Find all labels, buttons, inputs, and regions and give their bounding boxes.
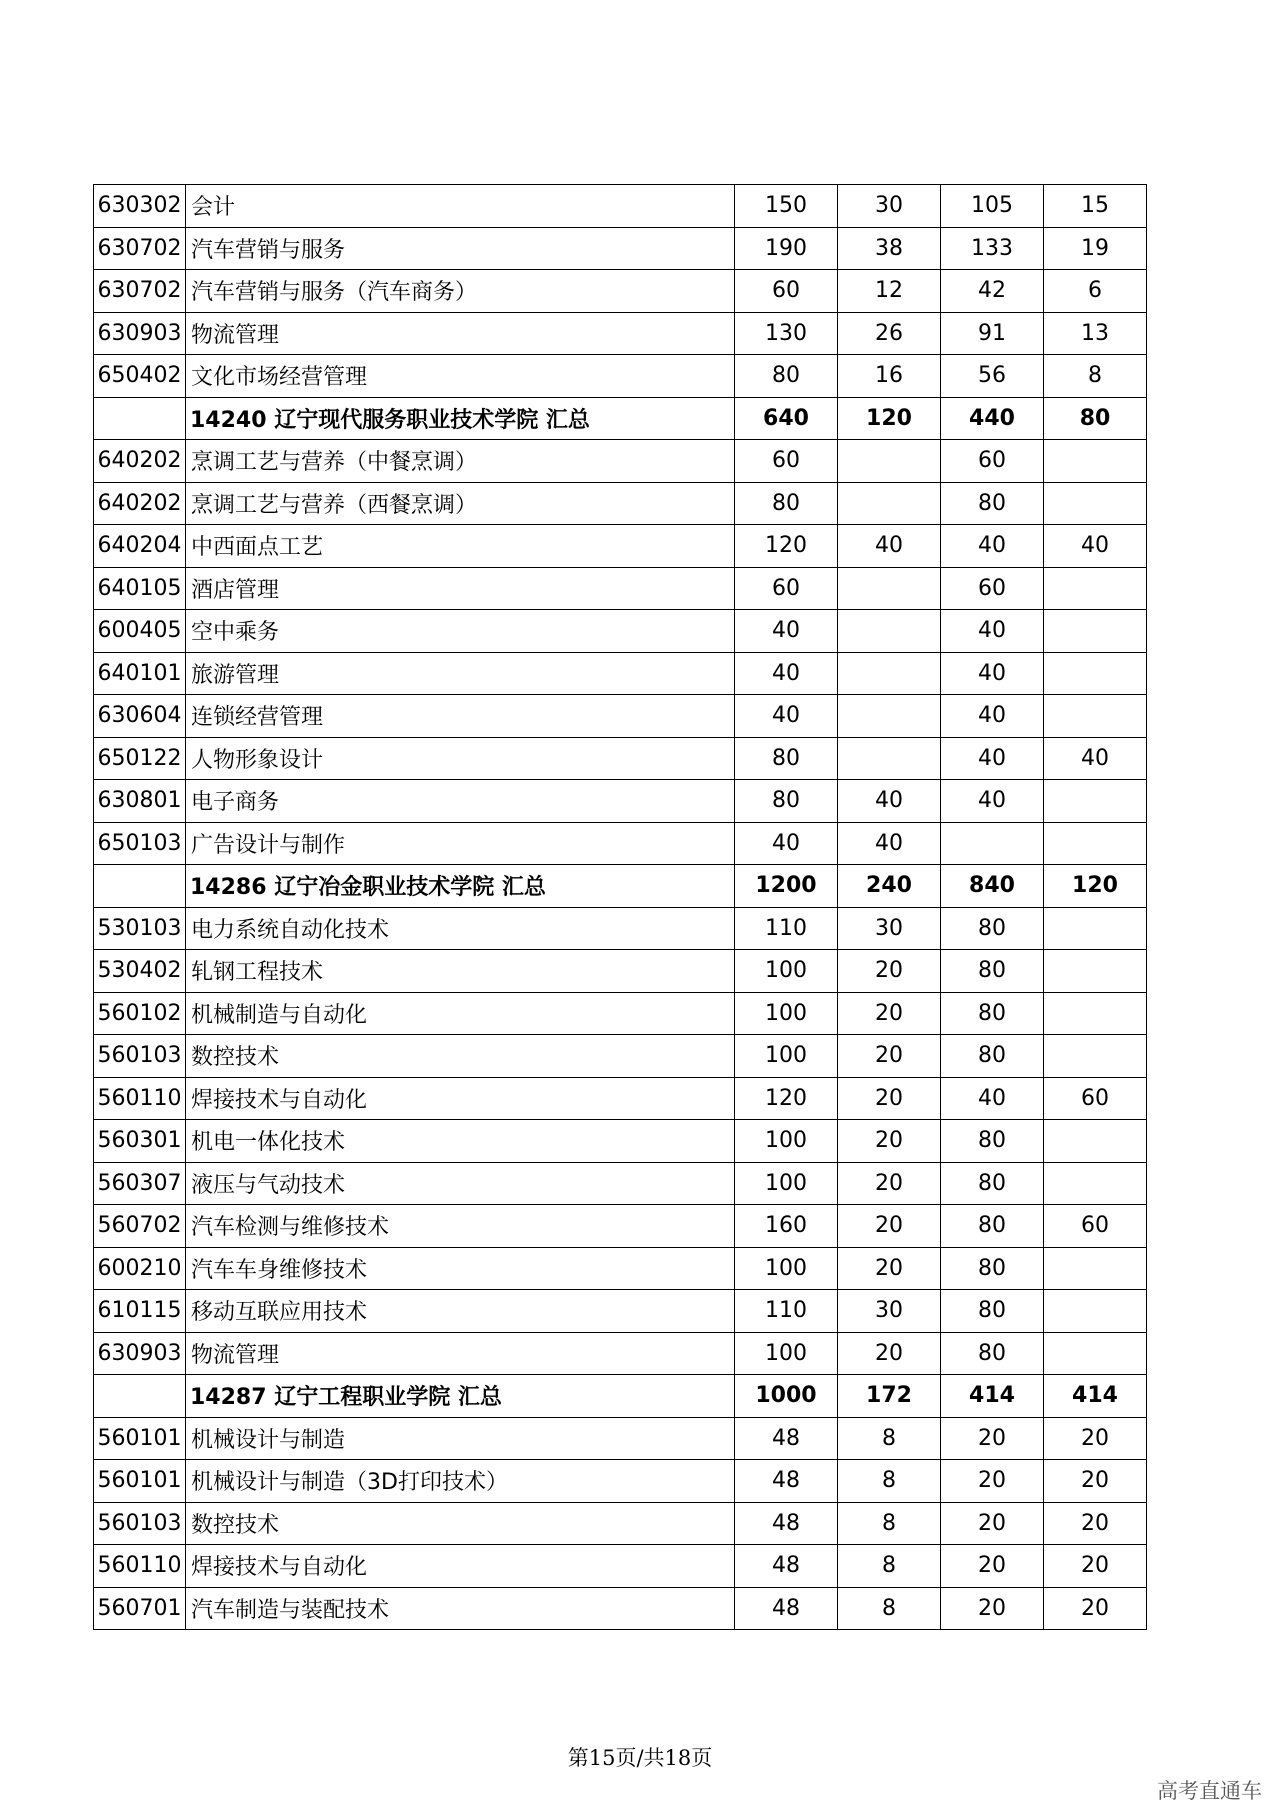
major-name-cell: 烹调工艺与营养（中餐烹调）	[186, 440, 735, 483]
major-name-cell: 机械设计与制造（3D打印技术）	[186, 1460, 735, 1503]
plan-col4-cell	[1044, 567, 1147, 610]
plan-col2-cell: 172	[838, 1375, 941, 1418]
plan-col4-cell	[1044, 610, 1147, 653]
plan-col3-cell: 42	[941, 270, 1044, 313]
plan-col4-cell: 20	[1044, 1460, 1147, 1503]
table-row	[94, 1502, 1147, 1545]
plan-col4-cell	[1044, 1247, 1147, 1290]
plan-col2-cell: 40	[838, 780, 941, 823]
plan-col2-cell: 20	[838, 1205, 941, 1248]
table-row	[94, 780, 1147, 823]
plan-total-cell: 48	[735, 1417, 838, 1460]
plan-total-cell: 40	[735, 822, 838, 865]
plan-col3-cell: 20	[941, 1502, 1044, 1545]
major-name-cell: 轧钢工程技术	[186, 950, 735, 993]
table-row	[94, 1332, 1147, 1375]
table-row	[94, 1077, 1147, 1120]
plan-col2-cell: 8	[838, 1502, 941, 1545]
table-row	[94, 312, 1147, 355]
major-name-cell: 电力系统自动化技术	[186, 907, 735, 950]
watermark: 高考直通车	[1157, 1779, 1262, 1803]
plan-col3-cell: 414	[941, 1375, 1044, 1418]
table-row	[94, 1587, 1147, 1630]
major-name-cell: 液压与气动技术	[186, 1162, 735, 1205]
major-code-cell	[94, 397, 186, 440]
table-row	[94, 1247, 1147, 1290]
plan-col2-cell: 30	[838, 907, 941, 950]
plan-col2-cell: 20	[838, 1247, 941, 1290]
table-row	[94, 270, 1147, 313]
table-row	[94, 1545, 1147, 1588]
plan-col4-cell	[1044, 482, 1147, 525]
plan-col3-cell: 80	[941, 1035, 1044, 1078]
major-code-cell: 560103	[94, 1035, 186, 1078]
plan-total-cell: 110	[735, 1290, 838, 1333]
plan-col3-cell: 80	[941, 1162, 1044, 1205]
plan-col3-cell: 40	[941, 695, 1044, 738]
plan-col3-cell: 60	[941, 567, 1044, 610]
plan-total-cell: 100	[735, 1247, 838, 1290]
table-row	[94, 1120, 1147, 1163]
major-name-cell: 14286 辽宁冶金职业技术学院 汇总	[186, 865, 735, 908]
plan-col4-cell	[1044, 950, 1147, 993]
major-code-cell: 560101	[94, 1417, 186, 1460]
major-name-cell: 汽车营销与服务	[186, 227, 735, 270]
plan-col4-cell: 80	[1044, 397, 1147, 440]
plan-total-cell: 48	[735, 1545, 838, 1588]
plan-col2-cell: 20	[838, 1162, 941, 1205]
major-code-cell: 640101	[94, 652, 186, 695]
plan-total-cell: 110	[735, 907, 838, 950]
plan-total-cell: 1000	[735, 1375, 838, 1418]
plan-col3-cell: 105	[941, 185, 1044, 228]
plan-total-cell: 120	[735, 1077, 838, 1120]
table-row	[94, 822, 1147, 865]
plan-col4-cell: 19	[1044, 227, 1147, 270]
plan-col4-cell	[1044, 822, 1147, 865]
plan-total-cell: 80	[735, 737, 838, 780]
major-name-cell: 广告设计与制作	[186, 822, 735, 865]
major-name-cell: 焊接技术与自动化	[186, 1545, 735, 1588]
major-name-cell: 连锁经营管理	[186, 695, 735, 738]
table-row	[94, 227, 1147, 270]
major-code-cell: 560301	[94, 1120, 186, 1163]
major-code-cell: 560101	[94, 1460, 186, 1503]
plan-col2-cell: 8	[838, 1417, 941, 1460]
plan-total-cell: 100	[735, 1035, 838, 1078]
plan-total-cell: 100	[735, 950, 838, 993]
major-code-cell: 560102	[94, 992, 186, 1035]
major-name-cell: 中西面点工艺	[186, 525, 735, 568]
plan-col3-cell	[941, 822, 1044, 865]
plan-col2-cell: 30	[838, 185, 941, 228]
major-code-cell: 630903	[94, 312, 186, 355]
major-name-cell: 机械制造与自动化	[186, 992, 735, 1035]
major-code-cell: 640105	[94, 567, 186, 610]
plan-col2-cell	[838, 440, 941, 483]
table-row	[94, 1205, 1147, 1248]
plan-col4-cell	[1044, 992, 1147, 1035]
major-name-cell: 焊接技术与自动化	[186, 1077, 735, 1120]
major-code-cell: 610115	[94, 1290, 186, 1333]
major-name-cell: 电子商务	[186, 780, 735, 823]
page-number: 第15页/共18页	[567, 1746, 713, 1770]
plan-col2-cell: 20	[838, 1077, 941, 1120]
major-code-cell: 650122	[94, 737, 186, 780]
major-code-cell: 640202	[94, 440, 186, 483]
plan-total-cell: 60	[735, 567, 838, 610]
major-code-cell: 630801	[94, 780, 186, 823]
plan-col3-cell: 40	[941, 652, 1044, 695]
plan-col2-cell: 8	[838, 1460, 941, 1503]
table-row	[94, 1417, 1147, 1460]
major-code-cell: 650103	[94, 822, 186, 865]
summary-row	[94, 397, 1147, 440]
major-code-cell: 560701	[94, 1587, 186, 1630]
major-name-cell: 14287 辽宁工程职业学院 汇总	[186, 1375, 735, 1418]
major-code-cell: 560110	[94, 1077, 186, 1120]
plan-col2-cell: 120	[838, 397, 941, 440]
plan-col2-cell: 20	[838, 1332, 941, 1375]
major-code-cell: 600405	[94, 610, 186, 653]
plan-total-cell: 640	[735, 397, 838, 440]
plan-col3-cell: 20	[941, 1460, 1044, 1503]
summary-row	[94, 1375, 1147, 1418]
major-code-cell: 560103	[94, 1502, 186, 1545]
major-code-cell: 530402	[94, 950, 186, 993]
plan-total-cell: 80	[735, 482, 838, 525]
major-code-cell: 560702	[94, 1205, 186, 1248]
plan-col3-cell: 20	[941, 1587, 1044, 1630]
major-name-cell: 14240 辽宁现代服务职业技术学院 汇总	[186, 397, 735, 440]
major-code-cell: 560110	[94, 1545, 186, 1588]
major-code-cell	[94, 865, 186, 908]
major-name-cell: 空中乘务	[186, 610, 735, 653]
plan-col4-cell: 20	[1044, 1417, 1147, 1460]
plan-total-cell: 190	[735, 227, 838, 270]
plan-col2-cell	[838, 567, 941, 610]
plan-col2-cell	[838, 482, 941, 525]
major-name-cell: 酒店管理	[186, 567, 735, 610]
major-code-cell: 650402	[94, 355, 186, 398]
major-name-cell: 物流管理	[186, 312, 735, 355]
plan-total-cell: 100	[735, 1332, 838, 1375]
plan-col4-cell	[1044, 1332, 1147, 1375]
plan-col4-cell: 40	[1044, 525, 1147, 568]
major-code-cell	[94, 1375, 186, 1418]
plan-col4-cell: 120	[1044, 865, 1147, 908]
plan-col3-cell: 40	[941, 1077, 1044, 1120]
plan-total-cell: 40	[735, 610, 838, 653]
major-name-cell: 烹调工艺与营养（西餐烹调）	[186, 482, 735, 525]
table-row	[94, 567, 1147, 610]
major-code-cell: 530103	[94, 907, 186, 950]
table-row	[94, 1035, 1147, 1078]
plan-total-cell: 1200	[735, 865, 838, 908]
major-name-cell: 人物形象设计	[186, 737, 735, 780]
plan-col4-cell	[1044, 1035, 1147, 1078]
plan-total-cell: 60	[735, 440, 838, 483]
plan-col3-cell: 91	[941, 312, 1044, 355]
plan-total-cell: 40	[735, 652, 838, 695]
plan-col2-cell: 8	[838, 1545, 941, 1588]
plan-col4-cell	[1044, 780, 1147, 823]
plan-col4-cell	[1044, 1120, 1147, 1163]
summary-row	[94, 865, 1147, 908]
plan-col3-cell: 40	[941, 737, 1044, 780]
plan-col3-cell: 133	[941, 227, 1044, 270]
plan-total-cell: 60	[735, 270, 838, 313]
plan-col3-cell: 40	[941, 610, 1044, 653]
major-name-cell: 汽车车身维修技术	[186, 1247, 735, 1290]
major-name-cell: 数控技术	[186, 1502, 735, 1545]
table-row	[94, 737, 1147, 780]
table-row	[94, 610, 1147, 653]
table-row	[94, 907, 1147, 950]
plan-col4-cell: 6	[1044, 270, 1147, 313]
plan-col4-cell: 40	[1044, 737, 1147, 780]
major-name-cell: 机械设计与制造	[186, 1417, 735, 1460]
major-name-cell: 移动互联应用技术	[186, 1290, 735, 1333]
plan-col3-cell: 40	[941, 780, 1044, 823]
plan-total-cell: 80	[735, 780, 838, 823]
plan-col2-cell: 20	[838, 950, 941, 993]
table-row	[94, 482, 1147, 525]
major-name-cell: 物流管理	[186, 1332, 735, 1375]
table-row	[94, 1290, 1147, 1333]
plan-col3-cell: 80	[941, 1205, 1044, 1248]
plan-total-cell: 48	[735, 1587, 838, 1630]
plan-col4-cell: 20	[1044, 1545, 1147, 1588]
major-code-cell: 630302	[94, 185, 186, 228]
table-row	[94, 440, 1147, 483]
table-row	[94, 355, 1147, 398]
major-code-cell: 640204	[94, 525, 186, 568]
plan-total-cell: 100	[735, 992, 838, 1035]
plan-col3-cell: 440	[941, 397, 1044, 440]
major-code-cell: 630702	[94, 270, 186, 313]
plan-col4-cell	[1044, 907, 1147, 950]
major-name-cell: 机电一体化技术	[186, 1120, 735, 1163]
major-name-cell: 文化市场经营管理	[186, 355, 735, 398]
plan-total-cell: 100	[735, 1120, 838, 1163]
plan-col4-cell	[1044, 652, 1147, 695]
table-row	[94, 1162, 1147, 1205]
plan-col4-cell: 13	[1044, 312, 1147, 355]
plan-col2-cell: 20	[838, 1035, 941, 1078]
plan-col3-cell: 80	[941, 1332, 1044, 1375]
plan-col4-cell: 60	[1044, 1205, 1147, 1248]
table-row	[94, 652, 1147, 695]
plan-col2-cell: 16	[838, 355, 941, 398]
major-name-cell: 汽车制造与装配技术	[186, 1587, 735, 1630]
plan-col2-cell: 26	[838, 312, 941, 355]
plan-col2-cell: 30	[838, 1290, 941, 1333]
table-row	[94, 950, 1147, 993]
major-name-cell: 会计	[186, 185, 735, 228]
enrollment-table	[93, 184, 1147, 1630]
plan-col2-cell: 20	[838, 1120, 941, 1163]
table-row	[94, 185, 1147, 228]
plan-col4-cell	[1044, 695, 1147, 738]
plan-col3-cell: 80	[941, 907, 1044, 950]
plan-col4-cell: 414	[1044, 1375, 1147, 1418]
plan-col4-cell	[1044, 440, 1147, 483]
plan-col3-cell: 56	[941, 355, 1044, 398]
plan-col3-cell: 80	[941, 1290, 1044, 1333]
plan-col3-cell: 20	[941, 1545, 1044, 1588]
plan-col2-cell: 8	[838, 1587, 941, 1630]
plan-col4-cell: 60	[1044, 1077, 1147, 1120]
plan-col2-cell	[838, 610, 941, 653]
plan-col4-cell	[1044, 1290, 1147, 1333]
table-row	[94, 1460, 1147, 1503]
plan-col3-cell: 80	[941, 992, 1044, 1035]
plan-col2-cell	[838, 695, 941, 738]
table-row	[94, 525, 1147, 568]
plan-col2-cell: 20	[838, 992, 941, 1035]
plan-total-cell: 130	[735, 312, 838, 355]
plan-col3-cell: 840	[941, 865, 1044, 908]
plan-total-cell: 48	[735, 1502, 838, 1545]
major-name-cell: 旅游管理	[186, 652, 735, 695]
plan-col3-cell: 40	[941, 525, 1044, 568]
major-name-cell: 汽车检测与维修技术	[186, 1205, 735, 1248]
plan-col4-cell: 15	[1044, 185, 1147, 228]
plan-total-cell: 40	[735, 695, 838, 738]
plan-col4-cell	[1044, 1162, 1147, 1205]
plan-col2-cell	[838, 652, 941, 695]
plan-total-cell: 80	[735, 355, 838, 398]
plan-col2-cell: 12	[838, 270, 941, 313]
plan-total-cell: 48	[735, 1460, 838, 1503]
plan-col2-cell: 38	[838, 227, 941, 270]
plan-col3-cell: 80	[941, 1247, 1044, 1290]
plan-total-cell: 160	[735, 1205, 838, 1248]
major-code-cell: 640202	[94, 482, 186, 525]
table-row	[94, 992, 1147, 1035]
plan-total-cell: 150	[735, 185, 838, 228]
plan-col2-cell: 40	[838, 822, 941, 865]
plan-total-cell: 120	[735, 525, 838, 568]
plan-col3-cell: 20	[941, 1417, 1044, 1460]
plan-col4-cell: 20	[1044, 1587, 1147, 1630]
major-code-cell: 630702	[94, 227, 186, 270]
major-name-cell: 数控技术	[186, 1035, 735, 1078]
plan-col3-cell: 80	[941, 1120, 1044, 1163]
plan-col4-cell: 20	[1044, 1502, 1147, 1545]
major-name-cell: 汽车营销与服务（汽车商务）	[186, 270, 735, 313]
plan-col3-cell: 60	[941, 440, 1044, 483]
major-code-cell: 560307	[94, 1162, 186, 1205]
plan-col4-cell: 8	[1044, 355, 1147, 398]
plan-col2-cell	[838, 737, 941, 780]
major-code-cell: 630604	[94, 695, 186, 738]
major-code-cell: 630903	[94, 1332, 186, 1375]
table-row	[94, 695, 1147, 738]
plan-col2-cell: 40	[838, 525, 941, 568]
major-code-cell: 600210	[94, 1247, 186, 1290]
plan-col3-cell: 80	[941, 482, 1044, 525]
plan-col2-cell: 240	[838, 865, 941, 908]
plan-total-cell: 100	[735, 1162, 838, 1205]
plan-col3-cell: 80	[941, 950, 1044, 993]
